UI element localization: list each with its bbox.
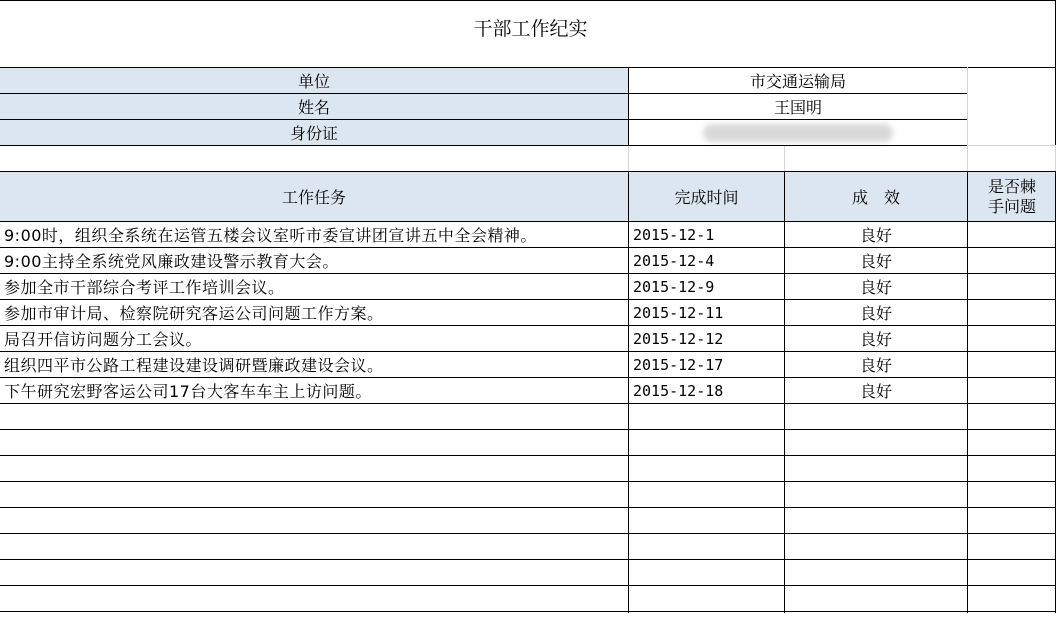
grid-hline (0, 507, 1056, 508)
header-result: 成 效 (785, 172, 967, 221)
grid-vline (628, 67, 629, 146)
issue-cell[interactable] (968, 248, 1056, 273)
issue-cell[interactable] (968, 222, 1056, 247)
issue-cell[interactable] (968, 378, 1056, 403)
result-cell[interactable]: 良好 (859, 382, 892, 401)
result-cell[interactable]: 良好 (859, 330, 892, 349)
grid-vline (1055, 67, 1056, 146)
grid-vline (967, 146, 968, 172)
task-cell[interactable]: 参加全市干部综合考评工作培训会议。 (4, 278, 285, 297)
header-task: 工作任务 (0, 172, 628, 221)
grid-vline (784, 171, 785, 613)
grid-hline (0, 67, 1056, 68)
date-cell[interactable]: 2015-12-1 (633, 225, 715, 244)
result-cell[interactable]: 良好 (859, 356, 892, 375)
task-cell[interactable]: 下午研究宏野客运公司17台大客车车主上访问题。 (4, 382, 372, 401)
id-value-redacted[interactable] (629, 120, 967, 145)
header-time: 完成时间 (629, 172, 784, 221)
date-cell[interactable]: 2015-12-11 (633, 303, 724, 322)
grid-vline (967, 171, 968, 613)
grid-hline (0, 559, 1056, 560)
unit-label: 单位 (0, 68, 628, 93)
result-cell[interactable]: 良好 (859, 304, 892, 323)
grid-hline (0, 145, 967, 146)
task-cell[interactable]: 局召开信访问题分工会议。 (4, 330, 203, 349)
task-cell[interactable]: 9:00时，组织全系统在运管五楼会议室听市委宣讲团宣讲五中全会精神。 (4, 226, 537, 245)
date-cell[interactable]: 2015-12-17 (633, 355, 724, 374)
page-title: 干部工作纪实 (473, 17, 588, 40)
issue-cell[interactable] (968, 352, 1056, 377)
grid-hline (0, 299, 1056, 300)
grid-hline (967, 145, 1056, 146)
result-cell[interactable]: 良好 (859, 278, 892, 297)
grid-hline (0, 481, 1056, 482)
grid-vline (628, 146, 629, 172)
result-cell[interactable]: 良好 (859, 252, 892, 271)
issue-cell[interactable] (968, 274, 1056, 299)
unit-value[interactable]: 市交通运输局 (749, 72, 846, 91)
date-cell[interactable]: 2015-12-18 (633, 381, 724, 400)
grid-hline (0, 455, 1056, 456)
grid-hline (0, 273, 1056, 274)
grid-hline (0, 221, 1056, 222)
header-issue-text: 是否棘手问题 (987, 176, 1036, 216)
grid-hline (0, 247, 1056, 248)
name-label: 姓名 (0, 94, 628, 119)
grid-hline (0, 351, 1056, 352)
date-cell[interactable]: 2015-12-9 (633, 277, 715, 296)
task-cell[interactable]: 组织四平市公路工程建设建设调研暨廉政建设会议。 (4, 356, 384, 375)
issue-cell[interactable] (968, 326, 1056, 351)
grid-hline (0, 429, 1056, 430)
grid-vline (1055, 146, 1056, 172)
result-cell[interactable]: 良好 (859, 226, 892, 245)
grid-vline (967, 67, 968, 146)
grid-hline (0, 403, 1056, 404)
task-cell[interactable]: 参加市审计局、检察院研究客运公司问题工作方案。 (4, 304, 384, 323)
header-issue (968, 172, 1056, 221)
date-cell[interactable]: 2015-12-4 (633, 251, 715, 270)
grid-vline (1055, 171, 1056, 613)
redaction-blur (703, 124, 893, 142)
date-cell[interactable]: 2015-12-12 (633, 329, 724, 348)
task-cell[interactable]: 9:00主持全系统党风廉政建设警示教育大会。 (4, 252, 339, 271)
issue-cell[interactable] (968, 300, 1056, 325)
grid-hline (0, 533, 1056, 534)
id-label: 身份证 (0, 120, 628, 145)
grid-vline (628, 171, 629, 613)
grid-hline (0, 0, 1056, 1)
grid-vline (784, 146, 785, 172)
grid-vline (1055, 0, 1056, 68)
grid-hline (0, 119, 967, 120)
grid-hline (0, 93, 967, 94)
grid-hline (0, 377, 1056, 378)
name-value[interactable]: 王国明 (773, 98, 822, 117)
grid-hline (0, 611, 1056, 612)
grid-hline (0, 171, 1056, 172)
grid-hline (0, 585, 1056, 586)
grid-hline (0, 325, 1056, 326)
